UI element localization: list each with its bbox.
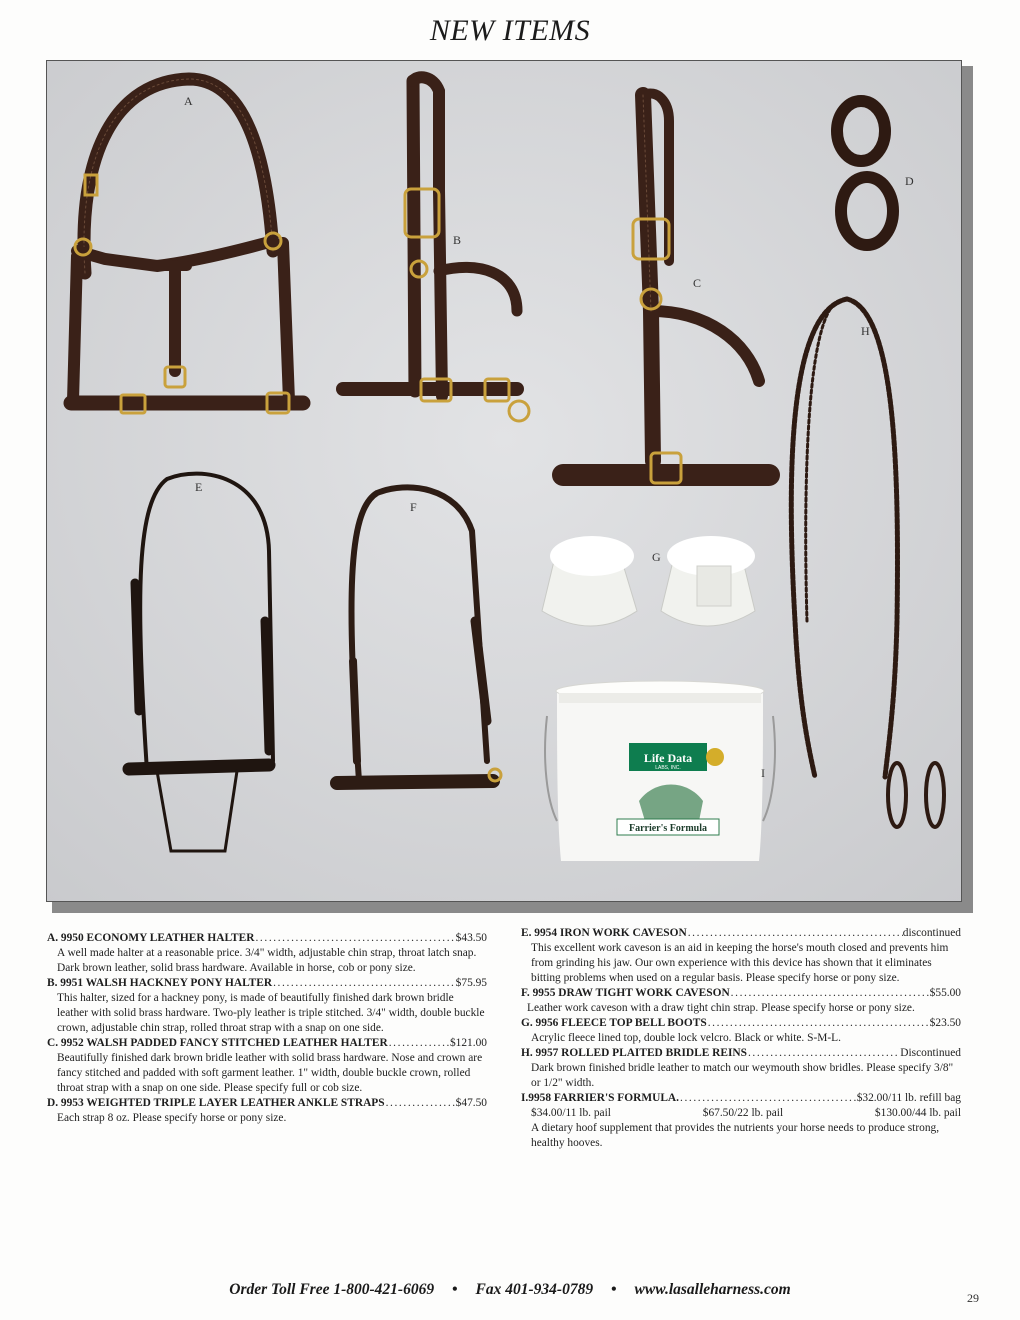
bucket-brand: Life Data xyxy=(643,751,693,765)
page-title: NEW ITEMS xyxy=(429,14,591,47)
item-name: C. 9952 WALSH PADDED FANCY STITCHED LEATHER HALTER xyxy=(47,1037,388,1049)
price-22lb-pail: $67.50/22 lb. pail xyxy=(702,1107,784,1119)
item-price: $47.50 xyxy=(455,1097,487,1109)
item-d xyxy=(47,1096,487,1126)
item-price: $55.00 xyxy=(929,987,961,999)
price-11lb-pail: $34.00/11 lb. pail xyxy=(531,1107,611,1119)
item-description: This excellent work caveson is an aid in keeping the horse's mouth closed and prevents him from grinding his jaw. Our own experience with this device has shown that it eliminates bitting problems when used on a regular basis. Please specify horse or pony size. xyxy=(531,942,949,984)
item-name: B. 9951 WALSH HACKNEY PONY HALTER xyxy=(47,977,273,989)
farriers-formula-bucket xyxy=(545,681,775,861)
footer-separator: • xyxy=(611,1281,617,1298)
item-i xyxy=(521,1091,961,1151)
item-description: Acrylic fleece lined top, double lock velcro. Black or white. S-M-L. xyxy=(531,1032,841,1044)
item-price: $23.50 xyxy=(929,1017,961,1029)
product-photo-art xyxy=(47,61,961,901)
label-i: I xyxy=(761,766,765,780)
item-h xyxy=(521,1046,961,1091)
order-footer xyxy=(0,1281,1020,1299)
phone-number: Order Toll Free 1-800-421-6069 xyxy=(229,1281,435,1298)
label-h: H xyxy=(861,324,870,338)
item-c xyxy=(47,1036,487,1096)
product-photo xyxy=(46,60,962,902)
item-price: $32.00/11 lb. refill bag xyxy=(856,1092,961,1104)
item-price-list xyxy=(521,1106,961,1121)
item-name: H. 9957 ROLLED PLAITED BRIDLE REINS xyxy=(521,1047,747,1059)
item-list-left xyxy=(47,931,487,1126)
fax-number: Fax 401-934-0789 xyxy=(475,1281,594,1298)
item-price: $43.50 xyxy=(455,932,487,944)
bucket-product: Farrier's Formula xyxy=(628,823,708,834)
label-c: C xyxy=(693,276,702,290)
footer-separator: • xyxy=(452,1281,458,1298)
item-description: A well made halter at a reasonable price. 3/4" width, adjustable chin strap, throat latch snap. Dark brown leather, solid brass hardware. Available in horse, cob or pony size. xyxy=(57,947,477,974)
item-price: discontinued xyxy=(902,927,961,939)
item-e xyxy=(521,926,961,986)
item-name: F. 9955 DRAW TIGHT WORK CAVESON xyxy=(521,987,730,999)
item-name: A. 9950 ECONOMY LEATHER HALTER xyxy=(47,932,255,944)
item-description: A dietary hoof supplement that provides the nutrients your horse needs to produce strong, healthy hooves. xyxy=(531,1122,940,1149)
item-f xyxy=(521,986,961,1016)
item-g xyxy=(521,1016,961,1046)
label-d: D xyxy=(905,174,914,188)
bucket-brand-sub: LABS, INC. xyxy=(655,765,681,771)
item-description: Leather work caveson with a draw tight chin strap. Please specify horse or pony size. xyxy=(527,1002,915,1014)
item-b xyxy=(47,976,487,1036)
item-description: Dark brown finished bridle leather to match our weymouth show bridles. Please specify 3/8" or 1/2" width. xyxy=(531,1062,954,1089)
item-a xyxy=(47,931,487,976)
label-a: A xyxy=(184,94,193,108)
label-f: F xyxy=(410,500,417,514)
item-description: Each strap 8 oz. Please specify horse or pony size. xyxy=(57,1112,287,1124)
page-number: 29 xyxy=(967,1291,979,1305)
price-44lb-pail: $130.00/44 lb. pail xyxy=(874,1107,961,1119)
item-name: I.9958 FARRIER'S FORMULA. xyxy=(521,1092,679,1104)
item-price: Discontinued xyxy=(900,1047,961,1059)
item-list-right xyxy=(521,926,961,1151)
item-name: D. 9953 WEIGHTED TRIPLE LAYER LEATHER ANKLE STRAPS xyxy=(47,1097,385,1109)
item-price: $121.00 xyxy=(449,1037,487,1049)
label-b: B xyxy=(453,233,462,247)
label-g: G xyxy=(652,550,661,564)
label-e: E xyxy=(195,480,203,494)
item-description: Beautifully finished dark brown bridle leather with solid brass hardware. Nose and crown are fancy stitched and padded with soft garment leather. 1" width, double buckle crown, rolled throat strap with a snap on one side. Please specify full or cob size. xyxy=(57,1052,483,1094)
item-name: G. 9956 FLEECE TOP BELL BOOTS xyxy=(521,1017,707,1029)
item-price: $75.95 xyxy=(455,977,487,989)
item-description: This halter, sized for a hackney pony, is made of beautifully finished dark brown bridle leather with solid brass hardware. Two-ply leather is triple stitched. 3/4" width, double buckle crown, adjustable chin strap, rolled throat strap with a snap on one side. xyxy=(57,992,485,1034)
website-link[interactable]: www.lasalleharness.com xyxy=(634,1281,791,1298)
item-name: E. 9954 IRON WORK CAVESON xyxy=(521,927,687,939)
